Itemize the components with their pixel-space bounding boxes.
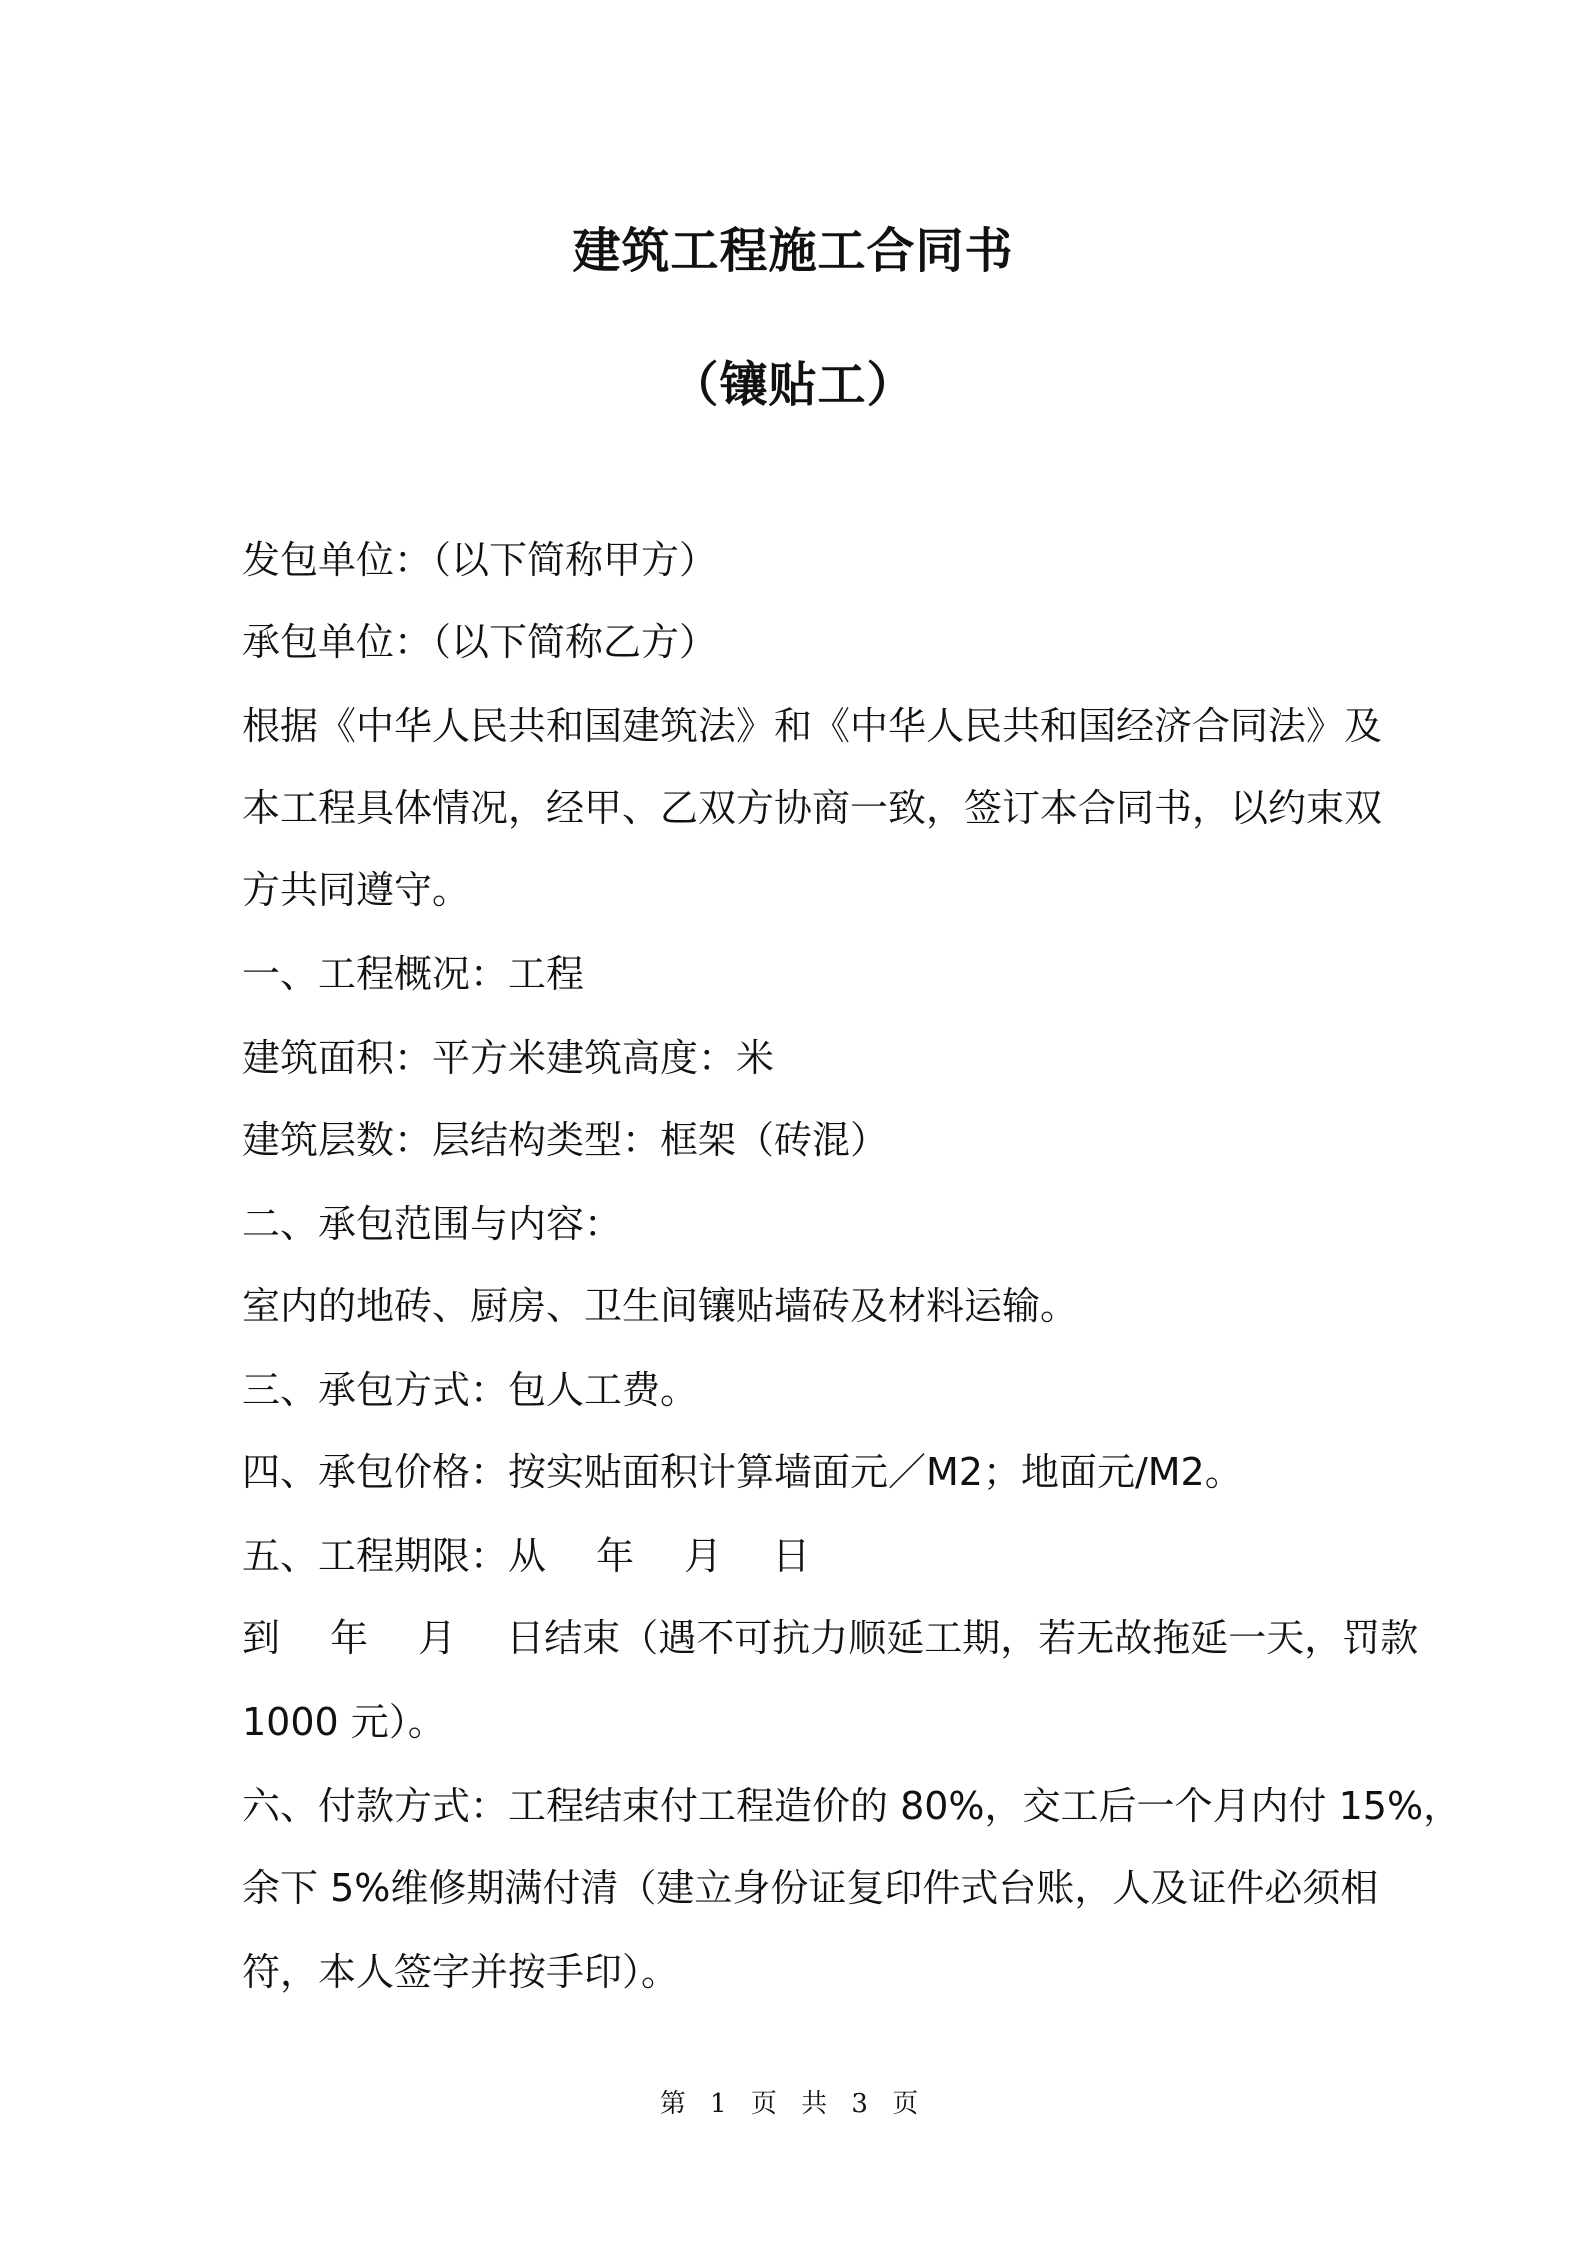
section-6-line-2: 余下 5%维修期满付清（建立身份证复印件式台账，人及证件必须相 [242,1866,1379,1910]
section-2-heading: 二、承包范围与内容： [242,1202,623,1246]
section-5-line-2: 到 年 月 日结束（遇不可抗力顺延工期，若无故拖延一天，罚款 [242,1616,1419,1660]
section-2-content: 室内的地砖、厨房、卫生间镶贴墙砖及材料运输。 [242,1284,1079,1328]
section-4-line: 四、承包价格：按实贴面积计算墙面元／M2；地面元/M2。 [242,1450,1243,1494]
section-3-line: 三、承包方式：包人工费。 [242,1368,699,1412]
section-5-line-3: 1000 元）。 [242,1700,446,1744]
preamble-line-1: 根据《中华人民共和国建筑法》和《中华人民共和国经济合同法》及 [242,704,1383,748]
preamble-line-3: 方共同遵守。 [242,868,471,912]
section-1-structure-line: 建筑层数：层结构类型：框架（砖混） [242,1118,889,1162]
section-1-area-line: 建筑面积：平方米建筑高度：米 [242,1036,775,1080]
document-subtitle: （镶贴工） [670,357,916,413]
party-b-line: 承包单位：（以下简称乙方） [242,620,718,664]
section-1-heading: 一、工程概况：工程 [242,952,585,996]
party-a-line: 发包单位：（以下简称甲方） [242,538,718,582]
section-6-line-3: 符，本人签字并按手印）。 [242,1950,680,1994]
preamble-line-2: 本工程具体情况，经甲、乙双方协商一致，签订本合同书，以约束双 [242,786,1383,830]
page-number-footer: 第 1 页 共 3 页 [659,2089,927,2119]
section-5-line-1: 五、工程期限：从 年 月 日 [242,1534,811,1578]
section-6-line-1: 六、付款方式：工程结束付工程造价的 80%，交工后一个月内付 15%， [242,1784,1462,1828]
document-title: 建筑工程施工合同书 [572,223,1014,279]
